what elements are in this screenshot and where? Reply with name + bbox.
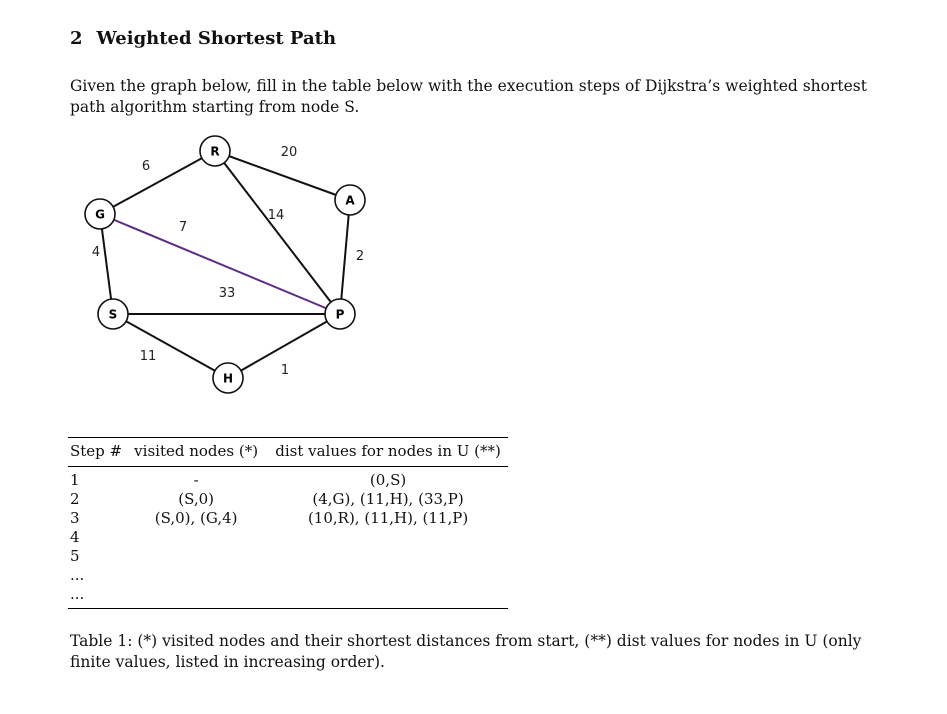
node-R — [200, 136, 230, 166]
cell-step: ... — [70, 566, 85, 584]
table-header-row — [68, 438, 508, 467]
table-row — [68, 490, 508, 509]
table-row — [68, 509, 508, 528]
header-visited-nodes: visited nodes (*) — [124, 438, 268, 467]
edge-weight-G-S: 4 — [91, 245, 101, 260]
edge-A-P — [340, 200, 350, 314]
cell-visited: (S,0) — [178, 490, 214, 508]
cell-step: 5 — [70, 547, 80, 565]
table-row — [68, 585, 508, 609]
cell-dist: (4,G), (11,H), (33,P) — [312, 490, 464, 508]
header-dist-values: dist values for nodes in U (**) — [268, 438, 508, 467]
node-G — [85, 199, 115, 229]
node-label-G: G — [95, 207, 105, 222]
cell-dist — [268, 566, 508, 585]
edge-weight-G-R: 6 — [141, 159, 151, 174]
edge-weight-S-H: 11 — [139, 349, 157, 364]
cell-visited — [124, 585, 268, 609]
node-label-H: H — [222, 371, 234, 386]
dijkstra-steps-table — [68, 437, 508, 609]
cell-step: 1 — [70, 471, 80, 489]
table-row — [68, 467, 508, 491]
cell-visited — [124, 547, 268, 566]
weighted-graph-diagram — [60, 130, 400, 410]
intro-paragraph: Given the graph below, fill in the table below with the execution steps of Dijkstra’s weighted shortest path algorithm starting from node S. — [70, 77, 867, 116]
table-row — [68, 528, 508, 547]
cell-dist — [268, 547, 508, 566]
cell-visited — [124, 566, 268, 585]
edge-weight-G-P: 7 — [178, 220, 188, 235]
edge-S-H — [113, 314, 228, 378]
edge-weight-R-P: 14 — [267, 208, 285, 223]
cell-step: 2 — [70, 490, 80, 508]
node-A — [335, 185, 365, 215]
edge-weight-R-A: 20 — [280, 145, 298, 160]
cell-dist: (0,S) — [369, 471, 407, 489]
table-row — [68, 547, 508, 566]
section-heading — [70, 28, 336, 49]
cell-dist — [268, 585, 508, 609]
node-P — [325, 299, 355, 329]
node-label-A: A — [345, 193, 355, 208]
edge-weight-S-P: 33 — [218, 286, 236, 301]
node-label-P: P — [335, 307, 345, 322]
cell-dist — [268, 528, 508, 547]
node-H — [213, 363, 243, 393]
cell-dist: (10,R), (11,H), (11,P) — [307, 509, 469, 527]
cell-visited: (S,0), (G,4) — [154, 509, 238, 527]
cell-visited — [124, 528, 268, 547]
edge-weight-A-P: 2 — [355, 249, 365, 264]
cell-step: 3 — [70, 509, 80, 527]
node-S — [98, 299, 128, 329]
section-number: 2 — [70, 28, 83, 49]
header-step: Step # — [68, 438, 124, 467]
node-label-S: S — [108, 307, 118, 322]
cell-visited: - — [193, 471, 199, 489]
cell-step: 4 — [70, 528, 80, 546]
cell-step: ... — [68, 585, 124, 609]
table-row — [68, 566, 508, 585]
node-label-R: R — [210, 144, 220, 159]
table-caption: Table 1: (*) visited nodes and their shortest distances from start, (**) dist values for nodes in U (only finite values, listed in increasing order). — [70, 632, 862, 671]
edge-G-R — [100, 151, 215, 214]
edge-weight-H-P: 1 — [280, 363, 290, 378]
section-title: Weighted Shortest Path — [96, 28, 337, 49]
